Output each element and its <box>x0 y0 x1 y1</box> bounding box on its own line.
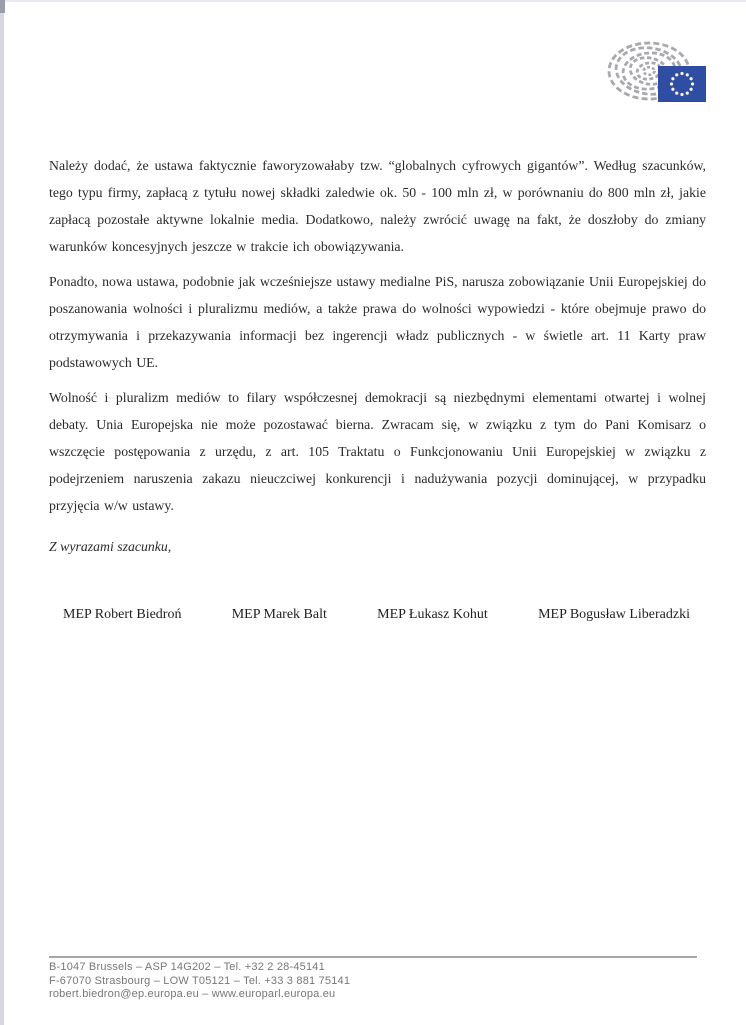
letter-footer <box>49 956 697 1002</box>
signatory-name: MEP Robert Biedroń <box>63 607 182 622</box>
paragraph: Wolność i pluralizm mediów to filary współczesnej demokracji są niezbędnymi elementami otwartej i wolnej debaty. Unia Europejska nie może pozostawać bierna. Zwracam się, w związku z tym do Pani Komisarz o wszczęcie postępowania z urzędu, z art. 105 Traktatu o Funkcjonowaniu Unii Europejskiej w związku z podejrzeniem naruszenia zakazu nieuczciwej konkurencji i nadużywania pozycji dominującej, w przypadku przyjęcia w/w ustawy. <box>49 390 706 513</box>
eu-flag <box>658 66 706 102</box>
footer-address-strasbourg: F-67070 Strasbourg – LOW T05121 – Tel. +33 3 881 75141 <box>49 974 351 987</box>
signatory-name: MEP Bogusław Liberadzki <box>538 607 690 622</box>
signatory-name: MEP Łukasz Kohut <box>377 607 488 622</box>
footer-address-brussels: B-1047 Brussels – ASP 14G202 – Tel. +32 2 28-45141 <box>49 961 325 973</box>
page-top-edge <box>0 0 746 2</box>
paragraph: Ponadto, nowa ustawa, podobnie jak wcześniejsze ustawy medialne PiS, narusza zobowiązanie Unii Europejskiej do poszanowania wolności i pluralizmu mediów, a także prawa do wolności wypowiedzi - które obejmuje prawo do otrzymywania i przekazywania informacji bez ingerencji władz publicznych - w świetle art. 11 Karty praw podstawowych UE. <box>49 274 706 370</box>
footer-contact: robert.biedron@ep.europa.eu – www.europarl.europa.eu <box>49 988 336 1000</box>
hemicycle-flag-graphic <box>604 39 706 103</box>
footer-divider <box>49 956 697 958</box>
letter-body <box>49 152 706 624</box>
european-parliament-logo <box>604 39 706 103</box>
closing-salutation: Z wyrazami szacunku, <box>49 539 172 554</box>
signatory-name: MEP Marek Balt <box>231 607 327 622</box>
page-left-edge <box>0 0 4 1025</box>
page-corner-mark <box>0 0 5 13</box>
paragraph: Należy dodać, że ustawa faktycznie faworyzowałaby tzw. “globalnych cyfrowych gigantów”. Według szacunków, tego typu firmy, zapłacą z tytułu nowej składki zaledwie ok. 50 - 100 mln zł, w porównaniu do 800 mln zł, jakie zapłacą pozostałe aktywne lokalnie media. Dodatkowo, należy zwrócić uwagę na fakt, że doszłoby do zmiany warunków koncesyjnych jeszcze w trakcie ich obowiązywania. <box>49 158 706 254</box>
signatories-row <box>49 606 706 624</box>
